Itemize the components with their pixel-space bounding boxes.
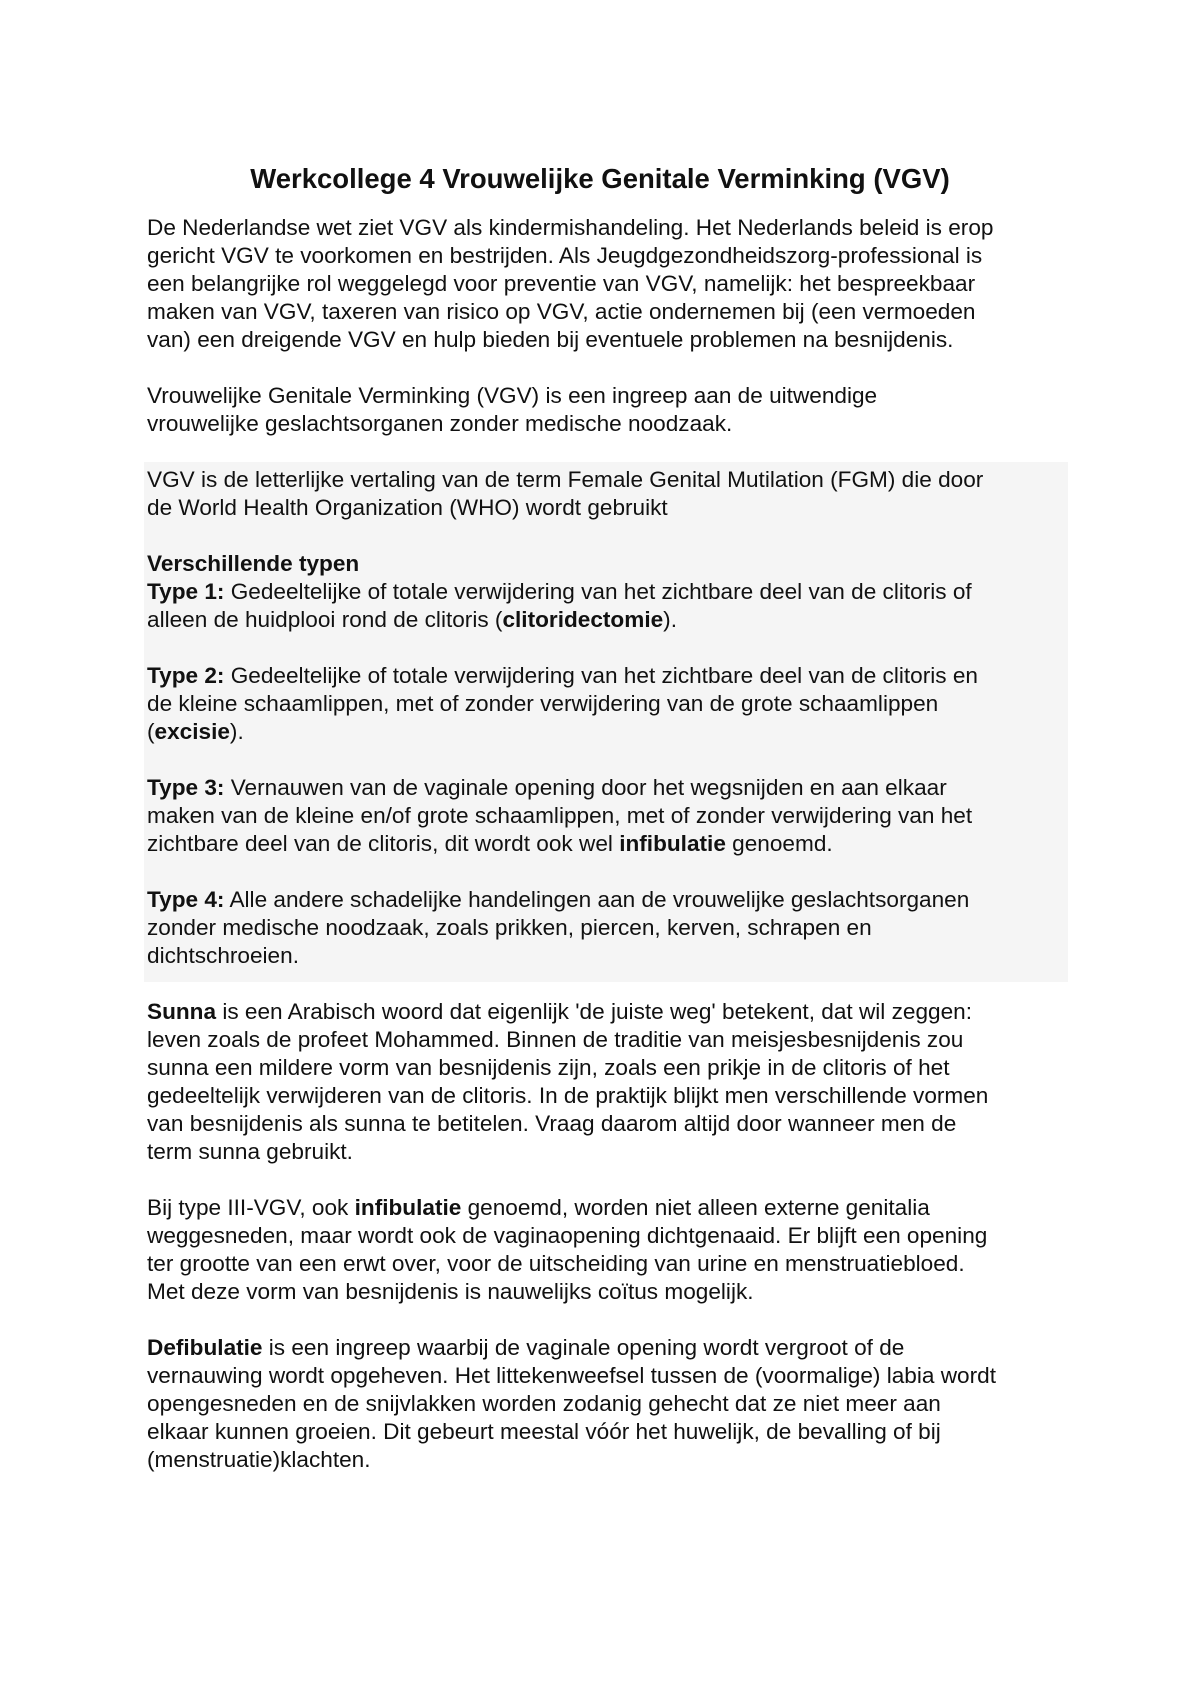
text-fragment: genoemd.: [725, 831, 833, 856]
defibulatie-paragraph: [147, 1334, 1077, 1474]
intro-paragraph: [147, 214, 1077, 354]
type3-label: Type 3:: [147, 775, 225, 800]
text-line: is een ingreep waarbij de vaginale opening wordt vergroot of de: [262, 1335, 905, 1360]
term-sunna: Sunna: [147, 999, 217, 1024]
text-line: sunna een mildere vorm van besnijdenis zijn, zoals een prikje in de clitoris of het: [147, 1055, 950, 1080]
text-line: dichtschroeien.: [147, 943, 299, 968]
text-line: vernauwing wordt opgeheven. Het littekenweefsel tussen de (voormalige) labia wordt: [147, 1363, 996, 1388]
text-line: Met deze vorm van besnijdenis is nauwelijks coïtus mogelijk.: [147, 1279, 754, 1304]
text-fragment: alleen de huidplooi rond de clitoris (: [147, 607, 503, 632]
term-excisie: excisie: [154, 719, 230, 744]
term-infibulatie-2: infibulatie: [354, 1195, 462, 1220]
document-title: Werkcollege 4 Vrouwelijke Genitale Verminking (VGV): [250, 163, 950, 195]
text-line: elkaar kunnen groeien. Dit gebeurt meestal vóór het huwelijk, de bevalling of bij: [147, 1419, 941, 1444]
document-body: [147, 214, 1077, 1502]
text-line: de World Health Organization (WHO) wordt gebruikt: [147, 495, 668, 520]
text-line: (menstruatie)klachten.: [147, 1447, 371, 1472]
text-line: de kleine schaamlippen, met of zonder verwijdering van de grote schaamlippen: [147, 691, 939, 716]
text-fragment: Bij type III-VGV, ook: [147, 1195, 355, 1220]
text-fragment: zichtbare deel van de clitoris, dit wordt ook wel: [147, 831, 620, 856]
text-line: een belangrijke rol weggelegd voor preventie van VGV, namelijk: het bespreekbaar: [147, 271, 976, 296]
type1-paragraph: [147, 578, 1077, 634]
text-line: weggesneden, maar wordt ook de vaginaopening dichtgenaaid. Er blijft een opening: [147, 1223, 988, 1248]
text-line: De Nederlandse wet ziet VGV als kindermishandeling. Het Nederlands beleid is erop: [147, 215, 994, 240]
sunna-paragraph: [147, 998, 1077, 1166]
text-line: vrouwelijke geslachtsorganen zonder medische noodzaak.: [147, 411, 733, 436]
text-line: maken van de kleine en/of grote schaamlippen, met of zonder verwijdering van het: [147, 803, 973, 828]
term-defibulatie: Defibulatie: [147, 1335, 263, 1360]
text-line: VGV is de letterlijke vertaling van de term Female Genital Mutilation (FGM) die door: [147, 467, 984, 492]
type1-label: Type 1:: [147, 579, 225, 604]
text-line: Vrouwelijke Genitale Verminking (VGV) is een ingreep aan de uitwendige: [147, 383, 878, 408]
type3-detail-paragraph: [147, 1194, 1077, 1306]
text-fragment: ).: [663, 607, 677, 632]
type2-label: Type 2:: [147, 663, 225, 688]
text-line: Gedeeltelijke of totale verwijdering van het zichtbare deel van de clitoris en: [224, 663, 978, 688]
type4-label: Type 4:: [147, 887, 225, 912]
text-line: opengesneden en de snijvlakken worden zodanig gehecht dat ze niet meer aan: [147, 1391, 941, 1416]
type2-paragraph: [147, 662, 1077, 746]
text-line: maken van VGV, taxeren van risico op VGV, actie ondernemen bij (een vermoeden: [147, 299, 976, 324]
text-line: Alle andere schadelijke handelingen aan de vrouwelijke geslachtsorganen: [224, 887, 970, 912]
types-heading: [147, 550, 1077, 578]
type3-paragraph: [147, 774, 1077, 858]
types-heading-text: Verschillende typen: [147, 551, 360, 576]
text-fragment: genoemd, worden niet alleen externe genitalia: [461, 1195, 930, 1220]
text-fragment: (: [147, 719, 155, 744]
term-clitoridectomie: clitoridectomie: [502, 607, 664, 632]
text-line: van besnijdenis als sunna te betitelen. Vraag daarom altijd door wanneer men de: [147, 1111, 957, 1136]
text-line: ter grootte van een erwt over, voor de uitscheiding van urine en menstruatiebloed.: [147, 1251, 965, 1276]
who-paragraph: [147, 466, 1077, 522]
definition-paragraph: [147, 382, 1077, 438]
text-line: is een Arabisch woord dat eigenlijk 'de juiste weg' betekent, dat wil zeggen:: [216, 999, 972, 1024]
text-line: gericht VGV te voorkomen en bestrijden. Als Jeugdgezondheidszorg-professional is: [147, 243, 983, 268]
text-line: Vernauwen van de vaginale opening door het wegsnijden en aan elkaar: [224, 775, 947, 800]
text-line: gedeeltelijk verwijderen van de clitoris. In de praktijk blijkt men verschillende vormen: [147, 1083, 989, 1108]
text-line: van) een dreigende VGV en hulp bieden bij eventuele problemen na besnijdenis.: [147, 327, 954, 352]
text-line: leven zoals de profeet Mohammed. Binnen de traditie van meisjesbesnijdenis zou: [147, 1027, 964, 1052]
term-infibulatie: infibulatie: [619, 831, 726, 856]
text-line: term sunna gebruikt.: [147, 1139, 353, 1164]
type4-paragraph: [147, 886, 1077, 970]
text-line: Gedeeltelijke of totale verwijdering van het zichtbare deel van de clitoris of: [224, 579, 972, 604]
text-fragment: ).: [229, 719, 244, 744]
text-line: zonder medische noodzaak, zoals prikken, piercen, kerven, schrapen en: [147, 915, 872, 940]
